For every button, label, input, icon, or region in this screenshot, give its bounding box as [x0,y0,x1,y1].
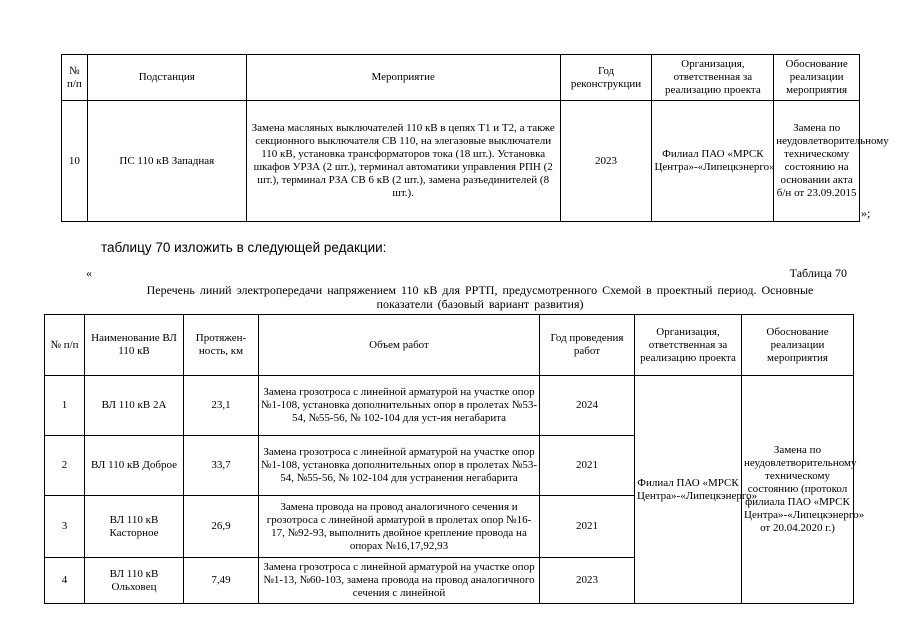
table-70 [44,314,865,604]
table-header-row [62,55,860,101]
cell-length: 33,7 [184,436,259,496]
cell-works: Замена грозотроса с линейной арматурой на участке опор №1-13, №60-103, замена провода на провод аналогичного сечения с линейной [259,558,540,604]
col-header-line-name: Наименование ВЛ 110 кВ [85,315,184,376]
cell-year: 2023 [540,558,635,604]
cell-num: 2 [45,436,85,496]
col-header-org: Организация, ответственная за реализацию проекта [652,55,774,101]
col-header-num: № п/п [62,55,88,101]
col-header-length: Протяжен-ность, км [184,315,259,376]
cell-num: 10 [62,101,88,222]
cell-line-name: ВЛ 110 кВ Доброе [85,436,184,496]
cell-year: 2021 [540,496,635,558]
cell-substation: ПС 110 кВ Западная [87,101,246,222]
cell-year: 2024 [540,376,635,436]
table-row [62,101,860,222]
cell-org: Филиал ПАО «МРСК Центра»-«Липецкэнерго» [652,101,774,222]
col-header-org: Организация, ответственная за реализацию проекта [635,315,742,376]
cell-works: Замена провода на провод аналогичного сечения и грозотроса с линейной арматурой в пролетах опор №16-17, №92-93, выполнить двойное крепление провода на опорах №16,17,92,93 [259,496,540,558]
table-caption: Перечень линий электропередачи напряжением 110 кВ для РРТП, предусмотренного Схемой в проектный период. Основные показатели (базовый вариант развития) [146,283,814,311]
col-header-basis: Обоснование реализации мероприятия [742,315,854,376]
cell-length: 26,9 [184,496,259,558]
cell-works: Замена грозотроса с линейной арматурой на участке опор №1-108, установка дополнительных опор в пролетах №53-54, №55-56, № 102-104 для уст-ия негабарита [259,376,540,436]
cell-year: 2023 [560,101,652,222]
cell-measure: Замена масляных выключателей 110 кВ в цепях Т1 и Т2, а также секционного выключателя СВ 110, на элегазовые выключатели 110 кВ, установка трансформаторов тока (18 шт.). Установка шкафов УРЗА (2 шт.), терминал автоматики управления РПН (2 шт.), терминал РЗА СВ 6 кВ (2 шт.), замена разъединителей (8 шт.). [246,101,560,222]
cell-basis: Замена по неудовлетворительному техническому состоянию на основании акта б/н от 23.09.2015 [774,101,860,222]
cell-num: 4 [45,558,85,604]
cell-org-merged: Филиал ПАО «МРСК Центра»-«Липецкэнерго» [635,376,742,604]
col-header-basis: Обоснование реализации мероприятия [774,55,860,101]
opening-quote: « [86,266,92,280]
previous-table-excerpt [61,54,889,222]
cell-length: 23,1 [184,376,259,436]
cell-line-name: ВЛ 110 кВ 2А [85,376,184,436]
col-header-year: Год проведения работ [540,315,635,376]
closing-quote: »; [861,206,871,220]
cell-line-name: ВЛ 110 кВ Ольховец [85,558,184,604]
table-label: Таблица 70 [789,266,847,280]
cell-works: Замена грозотроса с линейной арматурой на участке опор №1-108, установка дополнительных опор в пролетах №53-54, №55-56, № 102-104 для устранения негабарита [259,436,540,496]
table-row [45,376,854,436]
col-header-measure: Мероприятие [246,55,560,101]
col-header-works: Объем работ [259,315,540,376]
intro-text: таблицу 70 изложить в следующей редакции: [101,240,387,255]
cell-num: 3 [45,496,85,558]
cell-year: 2021 [540,436,635,496]
cell-num: 1 [45,376,85,436]
col-header-substation: Подстанция [87,55,246,101]
table-header-row [45,315,854,376]
col-header-num: № п/п [45,315,85,376]
cell-length: 7,49 [184,558,259,604]
cell-basis-merged: Замена по неудовлетворительному техническому состоянию (протокол филиала ПАО «МРСК Центра»-«Липецкэнерго» от 20.04.2020 г.) [742,376,854,604]
cell-line-name: ВЛ 110 кВ Касторное [85,496,184,558]
col-header-year: Год реконструкции [560,55,652,101]
